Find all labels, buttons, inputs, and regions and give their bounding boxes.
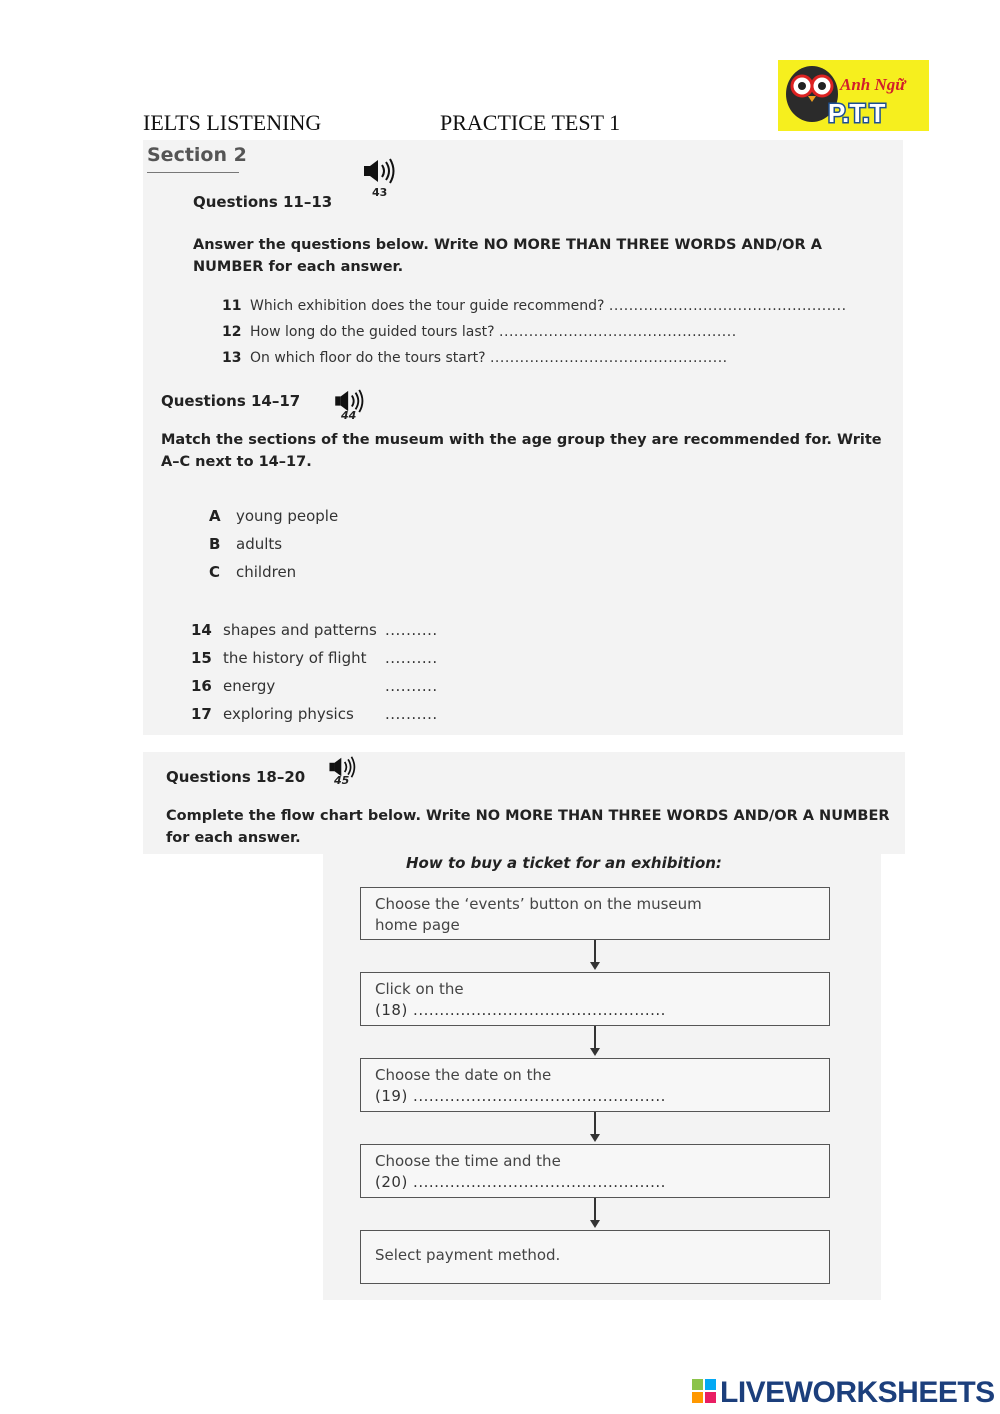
match-item: 14 shapes and patterns .......... bbox=[191, 621, 438, 639]
option-item: C children bbox=[209, 563, 297, 581]
answer-blank[interactable]: .......... bbox=[385, 677, 438, 695]
instruction-text: Match the sections of the museum with the age group they are recommended for. Write A–C next to 14–17. bbox=[161, 432, 882, 470]
flow-step: Choose the ‘events’ button on the museum home page bbox=[360, 887, 830, 940]
section-title: Section 2 bbox=[147, 144, 247, 166]
section-underline bbox=[147, 172, 239, 173]
flow-arrow bbox=[594, 1198, 596, 1222]
question-item: 12 How long do the guided tours last? ................................................ bbox=[222, 324, 737, 340]
match-item: 17 exploring physics .......... bbox=[191, 705, 438, 723]
question-item: 11 Which exhibition does the tour guide recommend? ................................................ bbox=[222, 298, 847, 314]
answer-blank[interactable]: ................................................ bbox=[499, 324, 737, 340]
answer-blank[interactable]: (19) ................................................ bbox=[375, 1087, 666, 1105]
flow-step: Select payment method. bbox=[360, 1230, 830, 1284]
option-item: A young people bbox=[209, 507, 339, 525]
flow-step: Click on the (18) ................................................ bbox=[360, 972, 830, 1026]
instruction-text: Answer the questions below. Write NO MORE THAN THREE WORDS AND/OR A NUMBER for each answer. bbox=[193, 237, 822, 275]
header-test-name: PRACTICE TEST 1 bbox=[440, 110, 621, 135]
question-item: 13 On which floor do the tours start? ................................................ bbox=[222, 350, 728, 366]
audio-track-number: 45 bbox=[334, 774, 350, 787]
audio-icon[interactable] bbox=[326, 756, 366, 802]
answer-blank[interactable]: ................................................ bbox=[489, 350, 728, 366]
svg-text:P.T.T: P.T.T bbox=[828, 98, 886, 128]
arrow-down-icon bbox=[590, 962, 600, 970]
answer-blank[interactable]: (18) ................................................ bbox=[375, 1001, 666, 1019]
flow-arrow bbox=[594, 940, 596, 964]
option-item: B adults bbox=[209, 535, 283, 553]
flow-arrow bbox=[594, 1112, 596, 1136]
flow-arrow bbox=[594, 1026, 596, 1050]
answer-blank[interactable]: .......... bbox=[385, 621, 438, 639]
footer-brand[interactable]: LIVEWORKSHEETS bbox=[720, 1376, 995, 1409]
flowchart-title: How to buy a ticket for an exhibition: bbox=[406, 854, 722, 872]
answer-blank[interactable]: .......... bbox=[385, 705, 438, 723]
audio-icon[interactable] bbox=[362, 158, 402, 204]
audio-track-number: 43 bbox=[372, 186, 388, 199]
liveworksheets-logo-icon bbox=[692, 1379, 716, 1403]
svg-text:Anh Ngữ: Anh Ngữ bbox=[840, 75, 906, 94]
flow-step: Choose the date on the (19) ................................................ bbox=[360, 1058, 830, 1112]
match-item: 16 energy .......... bbox=[191, 677, 438, 695]
match-item: 15 the history of flight .......... bbox=[191, 649, 438, 667]
instruction-text: Complete the flow chart below. Write NO MORE THAN THREE WORDS AND/OR A NUMBER for each answer. bbox=[166, 808, 890, 846]
questions-heading: Questions 18–20 bbox=[166, 768, 306, 786]
brand-logo bbox=[778, 60, 929, 131]
answer-blank[interactable]: ................................................ bbox=[608, 298, 847, 314]
header-title: IELTS LISTENING bbox=[143, 110, 322, 135]
questions-heading: Questions 11–13 bbox=[193, 193, 333, 211]
arrow-down-icon bbox=[590, 1220, 600, 1228]
audio-track-number: 44 bbox=[341, 409, 357, 422]
arrow-down-icon bbox=[590, 1134, 600, 1142]
answer-blank[interactable]: .......... bbox=[385, 649, 438, 667]
arrow-down-icon bbox=[590, 1048, 600, 1056]
questions-heading: Questions 14–17 bbox=[161, 392, 301, 410]
answer-blank[interactable]: (20) ................................................ bbox=[375, 1173, 666, 1191]
flow-step: Choose the time and the (20) ................................................ bbox=[360, 1144, 830, 1198]
